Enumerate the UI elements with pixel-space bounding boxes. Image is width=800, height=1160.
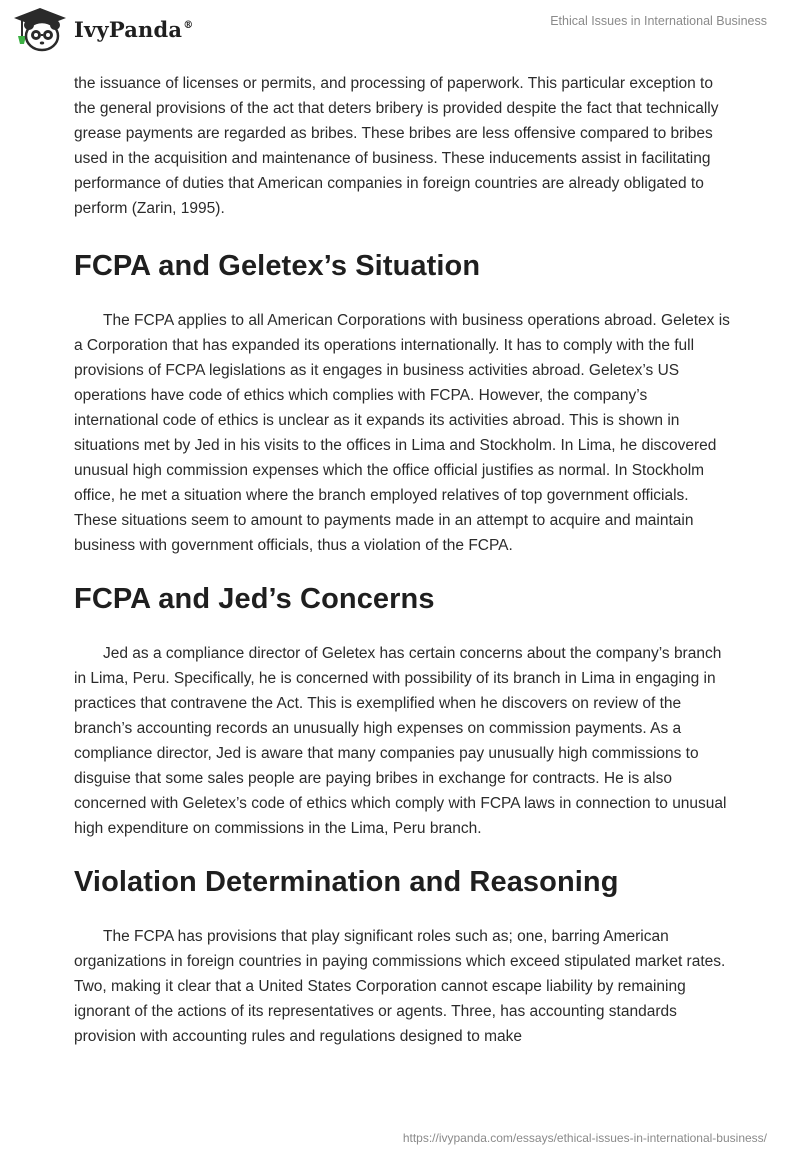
document-title: Ethical Issues in International Business <box>550 14 767 28</box>
registered-mark: ® <box>183 19 194 31</box>
section-heading: FCPA and Geletex’s Situation <box>74 250 481 282</box>
essay-content <box>74 71 734 1049</box>
logo[interactable] <box>12 6 193 52</box>
section-paragraph: The FCPA has provisions that play significant roles such as; one, barring American organizations in foreign countries in paying commissions which exceed stipulated market rates. Two, making it clear that a United States Corporation cannot escape liability by remaining ignorant of the actions of its representatives or agents. Three, has accounting standards provision with accounting rules and regulations designed to make <box>74 928 726 1045</box>
logo-text: IvyPanda® <box>74 16 194 42</box>
page-header <box>0 0 800 70</box>
section-paragraph: The FCPA applies to all American Corporations with business operations abroad. Geletex is a Corporation that has expanded its operations internationally. It has to comply with the full provisions of FCPA legislations as it engages in business activities abroad. Geletex’s US operations have code of ethics which complies with FCPA. However, the company’s international code of ethics is unclear as it expands its activities abroad. This is shown in situations met by Jed in his visits to the offices in Lima and Stockholm. In Lima, he discovered unusual high commission expenses which the office official justifies as normal. In Stockholm office, he met a situation where the branch employed relatives of top government officials. These situations seem to amount to payments made in an attempt to acquire and maintain business with government officials, thus a violation of the FCPA. <box>74 312 730 554</box>
section-paragraph: Jed as a compliance director of Geletex has certain concerns about the company’s branch in Lima, Peru. Specifically, he is concerned with possibility of its branch in Lima in engaging in practices that contravene the Act. This is exemplified when he discovers on review of the branch’s accounting records an unusually high expenses on commission payments. As a compliance director, Jed is aware that many companies pay unusually high commissions to disguise that some sales people are paying bribes in exchange for contracts. He is also concerned with Geletex’s code of ethics which comply with FCPA laws in connection to unusual high expenditure on commissions in the Lima, Peru branch. <box>74 645 727 837</box>
panda-logo-icon <box>12 6 68 52</box>
source-url[interactable]: https://ivypanda.com/essays/ethical-issues-in-international-business/ <box>402 1131 767 1145</box>
intro-paragraph: the issuance of licenses or permits, and processing of paperwork. This particular exception to the general provisions of the act that deters bribery is provided despite the fact that technically grease payments are regarded as bribes. These bribes are less offensive compared to bribes used in the acquisition and maintenance of business. These inducements assist in facilitating performance of duties that American companies in foreign countries are already obligated to perform (Zarin, 1995). <box>74 75 719 217</box>
section-heading: Violation Determination and Reasoning <box>74 866 619 898</box>
section-heading: FCPA and Jed’s Concerns <box>74 583 435 615</box>
